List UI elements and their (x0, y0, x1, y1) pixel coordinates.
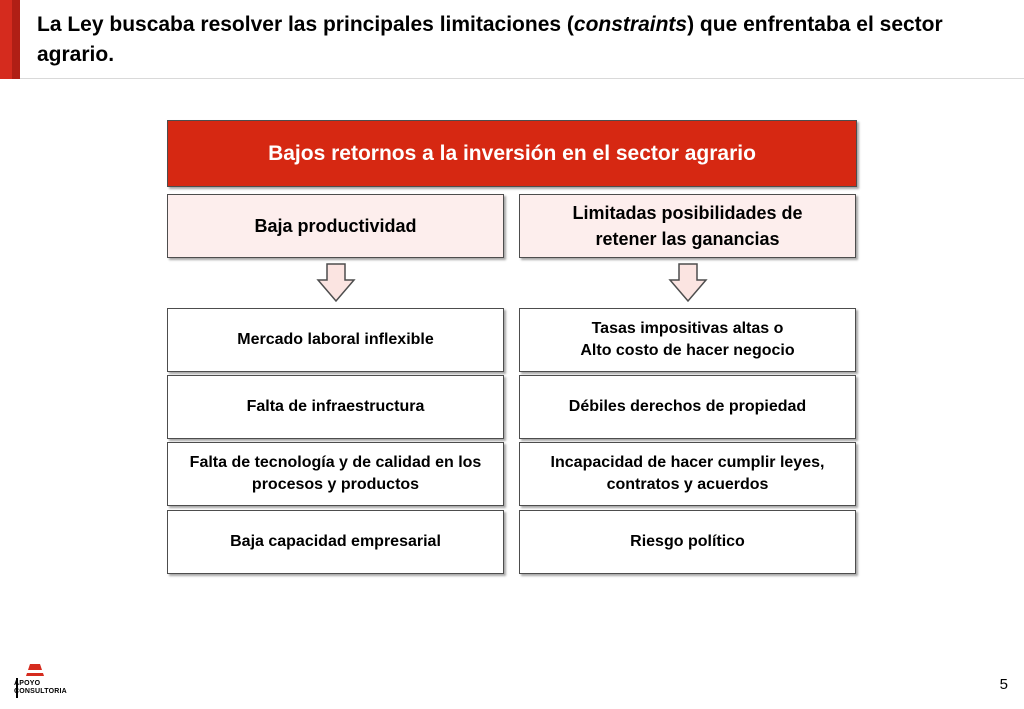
left-item-4: Baja capacidad empresarial (167, 510, 504, 574)
left-header-box: Baja productividad (167, 194, 504, 258)
left-item-1: Mercado laboral inflexible (167, 308, 504, 372)
main-constraint-box: Bajos retornos a la inversión en el sector agrario (167, 120, 857, 187)
right-item-1: Tasas impositivas altas o Alto costo de hacer negocio (519, 308, 856, 372)
right-item-4: Riesgo político (519, 510, 856, 574)
slide-title: La Ley buscaba resolver las principales limitaciones (constraints) que enfrentaba el sector agrario. (37, 13, 943, 66)
page-number: 5 (999, 676, 1008, 693)
accent-bar (0, 0, 20, 79)
title-italic: constraints (573, 13, 688, 36)
left-item-2: Falta de infraestructura (167, 375, 504, 439)
left-item-3: Falta de tecnología y de calidad en los procesos y productos (167, 442, 504, 506)
down-arrow-icon-left (316, 263, 356, 303)
down-arrow-icon-right (668, 263, 708, 303)
right-header-label: Limitadas posibilidades de retener las ganancias (572, 203, 803, 249)
right-item-2: Débiles derechos de propiedad (519, 375, 856, 439)
right-header-box (519, 194, 856, 258)
right-item-3: Incapacidad de hacer cumplir leyes, contratos y acuerdos (519, 442, 856, 506)
logo-wordmark: APOYO CONSULTORIA (14, 680, 67, 695)
title-divider (20, 78, 1024, 79)
